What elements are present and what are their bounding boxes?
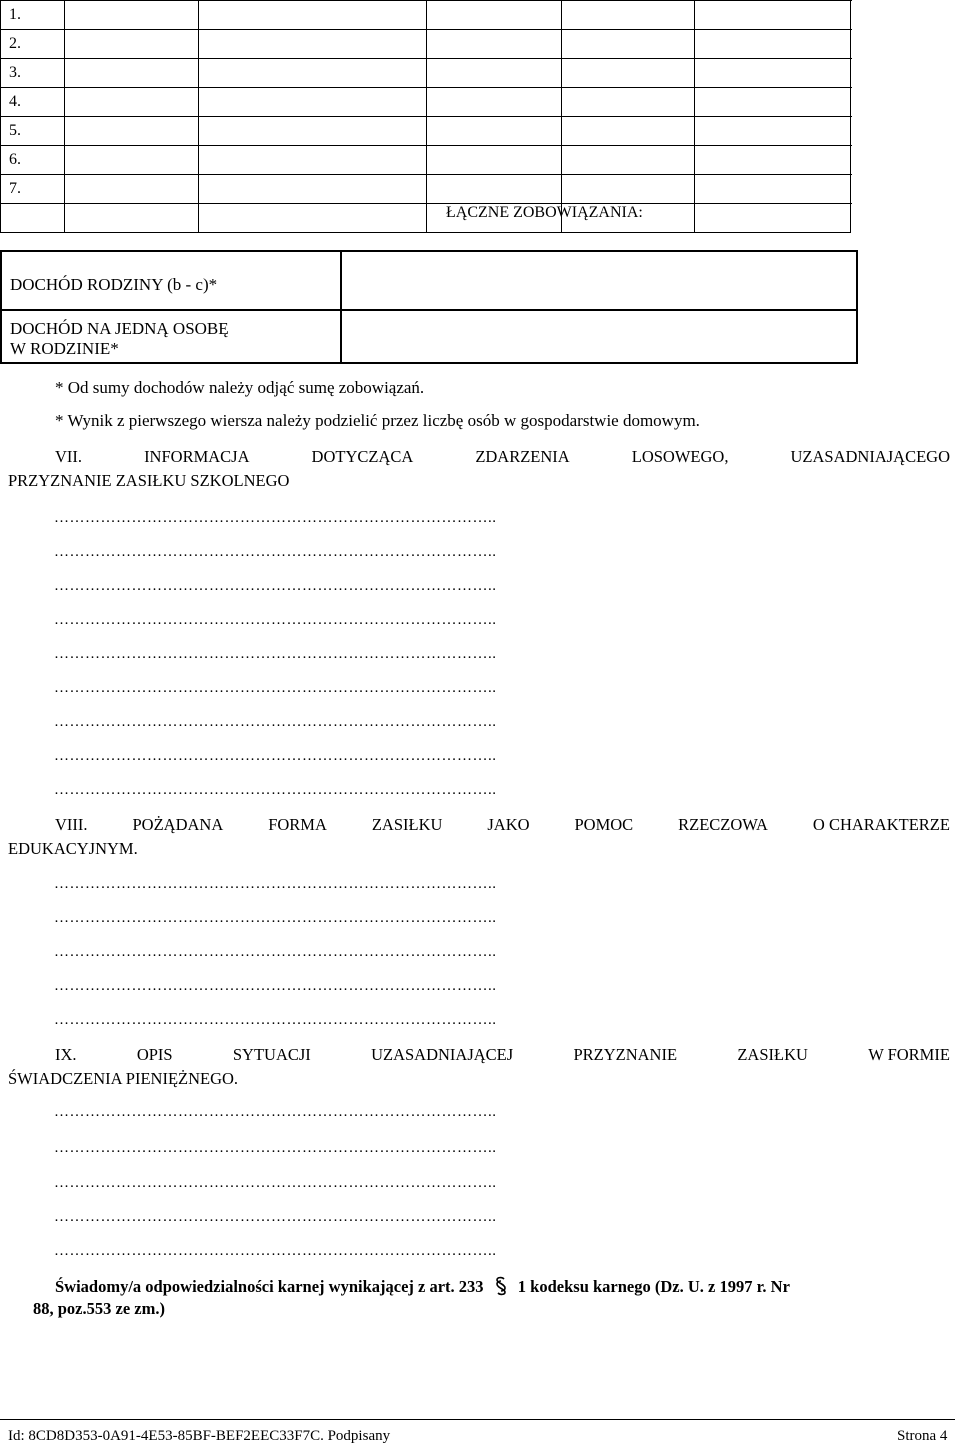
heading-word: ZDARZENIA [475,447,570,466]
heading-word: POMOC [574,815,634,834]
row-number: 3. [9,64,21,81]
heading-word: JAKO [487,815,530,834]
table-row [1,174,852,203]
dotted-line: ………………………………………………………………………….. [54,1140,497,1156]
row-number: 1. [9,6,21,23]
dotted-line: ………………………………………………………………………….. [54,544,497,560]
heading-word: POŻĄDANA [132,815,224,834]
dotted-line: ………………………………………………………………………….. [54,782,497,798]
section-7-heading-continuation: PRZYZNANIE ZASIŁKU SZKOLNEGO [8,471,290,490]
row-divider [1,203,852,204]
section-9-heading [55,1045,950,1065]
dotted-line: ………………………………………………………………………….. [54,978,497,994]
document-id: Id: 8CD8D353-0A91-4E53-85BF-BEF2EEC33F7C. Podpisany [8,1428,391,1444]
row-divider [2,309,856,311]
per-person-income-label-line1: DOCHÓD NA JEDNĄ OSOBĘ [10,319,229,338]
section-8-heading-continuation: EDUKACYJNYM. [8,839,138,858]
section-7-heading [55,447,950,467]
row-number: 2. [9,35,21,52]
paragraph-sign-icon [494,1276,508,1296]
table-row [1,87,852,116]
heading-word: FORMA [268,815,327,834]
heading-word: UZASADNIAJĄCEJ [371,1045,514,1064]
family-income-label: DOCHÓD RODZINY (b - c)* [10,275,218,294]
heading-word: SYTUACJI [232,1045,311,1064]
heading-word: W FORMIE [868,1045,950,1064]
heading-word: ZASIŁKU [371,815,443,834]
table-row [1,58,852,87]
heading-word: OPIS [136,1045,173,1064]
dotted-line: ………………………………………………………………………….. [54,680,497,696]
table-row [1,145,852,174]
row-number: 5. [9,122,21,139]
heading-word: LOSOWEGO, [631,447,729,466]
page-number: Strona 4 [897,1428,948,1444]
total-liabilities-label: ŁĄCZNE ZOBOWIĄZANIA: [446,204,643,221]
dotted-line: ………………………………………………………………………….. [54,646,497,662]
dotted-line: ………………………………………………………………………….. [54,1104,497,1120]
dotted-line: ………………………………………………………………………….. [54,1175,497,1191]
footnote-2: * Wynik z pierwszego wiersza należy podzielić przez liczbę osób w gospodarstwie domowym. [55,411,700,430]
row-number: 7. [9,180,21,197]
section-9-heading-continuation: ŚWIADCZENIA PIENIĘŻNEGO. [8,1069,239,1088]
row-number: 4. [9,93,21,110]
table-row [1,0,852,29]
dotted-line: ………………………………………………………………………….. [54,910,497,926]
declaration-line-2: 88, poz.553 ze zm.) [33,1299,165,1318]
heading-word: VIII. [55,815,88,834]
heading-word: PRZYZNANIE [573,1045,678,1064]
heading-word: RZECZOWA [678,815,768,834]
table-row [1,116,852,145]
liabilities-table [0,0,851,233]
table-row [1,29,852,58]
dotted-line: ………………………………………………………………………….. [54,748,497,764]
section-8-heading [55,815,950,835]
column-divider [340,252,342,362]
declaration-line-1 [55,1276,790,1297]
row-number: 6. [9,151,21,168]
footer-divider [0,1419,955,1420]
footnote-1: * Od sumy dochodów należy odjąć sumę zobowiązań. [55,378,425,397]
dotted-line: ………………………………………………………………………….. [54,1243,497,1259]
dotted-line: ………………………………………………………………………….. [54,1209,497,1225]
dotted-line: ………………………………………………………………………….. [54,1012,497,1028]
dotted-line: ………………………………………………………………………….. [54,876,497,892]
heading-word: IX. [55,1045,77,1064]
heading-word: ZASIŁKU [737,1045,808,1064]
declaration-text-b: 1 kodeksu karnego (Dz. U. z 1997 r. Nr [517,1277,790,1296]
dotted-line: ………………………………………………………………………….. [54,944,497,960]
income-table [0,250,858,364]
heading-word: UZASADNIAJĄCEGO [790,447,950,466]
dotted-line: ………………………………………………………………………….. [54,510,497,526]
heading-word: O CHARAKTERZE [812,815,950,834]
dotted-line: ………………………………………………………………………….. [54,612,497,628]
heading-word: VII. [55,447,83,466]
heading-word: INFORMACJA [144,447,250,466]
declaration-text-a: Świadomy/a odpowiedzialności karnej wynikającej z art. 233 [55,1277,484,1296]
dotted-line: ………………………………………………………………………….. [54,714,497,730]
per-person-income-label-line2: W RODZINIE* [10,339,119,358]
dotted-line: ………………………………………………………………………….. [54,578,497,594]
heading-word: DOTYCZĄCA [311,447,414,466]
